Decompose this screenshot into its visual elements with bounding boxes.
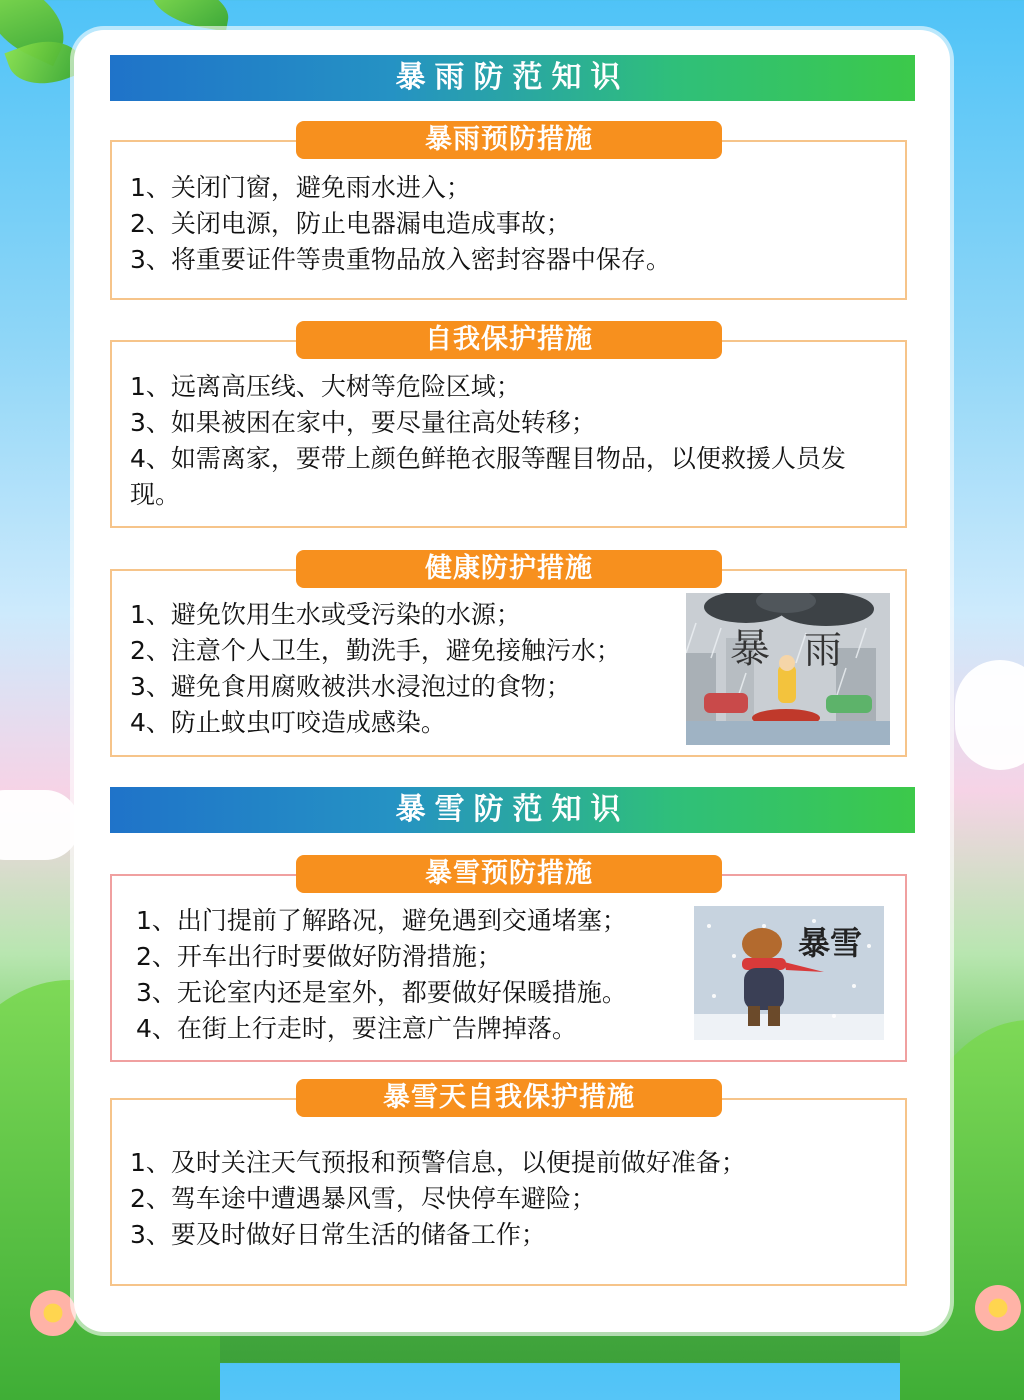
list-item: 4、如需离家，要带上颜色鲜艳衣服等醒目物品，以便救援人员发现。 — [130, 444, 846, 509]
list-item: 2、开车出行时要做好防滑措施； — [136, 942, 502, 971]
snowstorm-illustration — [694, 906, 884, 1040]
list-item: 3、要及时做好日常生活的储备工作； — [130, 1220, 546, 1249]
list-item: 1、避免饮用生水或受污染的水源； — [130, 600, 521, 629]
list-item: 2、关闭电源，防止电器漏电造成事故； — [130, 209, 571, 238]
cloud-decoration — [955, 660, 1024, 770]
snow-self-protection-list — [130, 1145, 746, 1253]
rain-title-banner: 暴雨防范知识 — [110, 55, 915, 101]
list-item: 4、防止蚊虫叮咬造成感染。 — [130, 708, 446, 737]
snow-title-banner: 暴雪防范知识 — [110, 787, 915, 833]
list-item: 1、远离高压线、大树等危险区域； — [130, 372, 521, 401]
list-item: 3、无论室内还是室外，都要做好保暖措施。 — [136, 978, 627, 1007]
illustration-label: 暴 — [730, 626, 770, 672]
illustration-label: 雨 — [804, 628, 843, 672]
flower-decoration — [975, 1285, 1021, 1331]
self-protection-list — [130, 369, 892, 513]
list-item: 1、出门提前了解路况，避免遇到交通堵塞； — [136, 906, 627, 935]
snow-prevention-list — [136, 903, 627, 1047]
rainstorm-illustration — [686, 593, 890, 745]
list-item: 1、及时关注天气预报和预警信息，以便提前做好准备； — [130, 1148, 746, 1177]
health-protection-list — [130, 597, 621, 741]
snow-self-protection-heading: 暴雪天自我保护措施 — [296, 1079, 722, 1117]
rain-prevention-list — [130, 170, 671, 278]
list-item: 4、在街上行走时，要注意广告牌掉落。 — [136, 1014, 577, 1043]
flower-decoration — [30, 1290, 76, 1336]
cloud-decoration — [0, 790, 80, 860]
list-item: 2、注意个人卫生，勤洗手，避免接触污水； — [130, 636, 621, 665]
self-protection-heading: 自我保护措施 — [296, 321, 722, 359]
list-item: 3、将重要证件等贵重物品放入密封容器中保存。 — [130, 245, 671, 274]
health-protection-heading: 健康防护措施 — [296, 550, 722, 588]
illustration-label: 暴雪 — [798, 924, 863, 962]
list-item: 2、驾车途中遭遇暴风雪，尽快停车避险； — [130, 1184, 596, 1213]
rain-prevention-heading: 暴雨预防措施 — [296, 121, 722, 159]
list-item: 1、关闭门窗，避免雨水进入； — [130, 173, 471, 202]
list-item: 3、如果被困在家中，要尽量往高处转移； — [130, 408, 596, 437]
leaf-decoration — [147, 0, 233, 32]
list-item: 3、避免食用腐败被洪水浸泡过的食物； — [130, 672, 571, 701]
snow-prevention-heading: 暴雪预防措施 — [296, 855, 722, 893]
